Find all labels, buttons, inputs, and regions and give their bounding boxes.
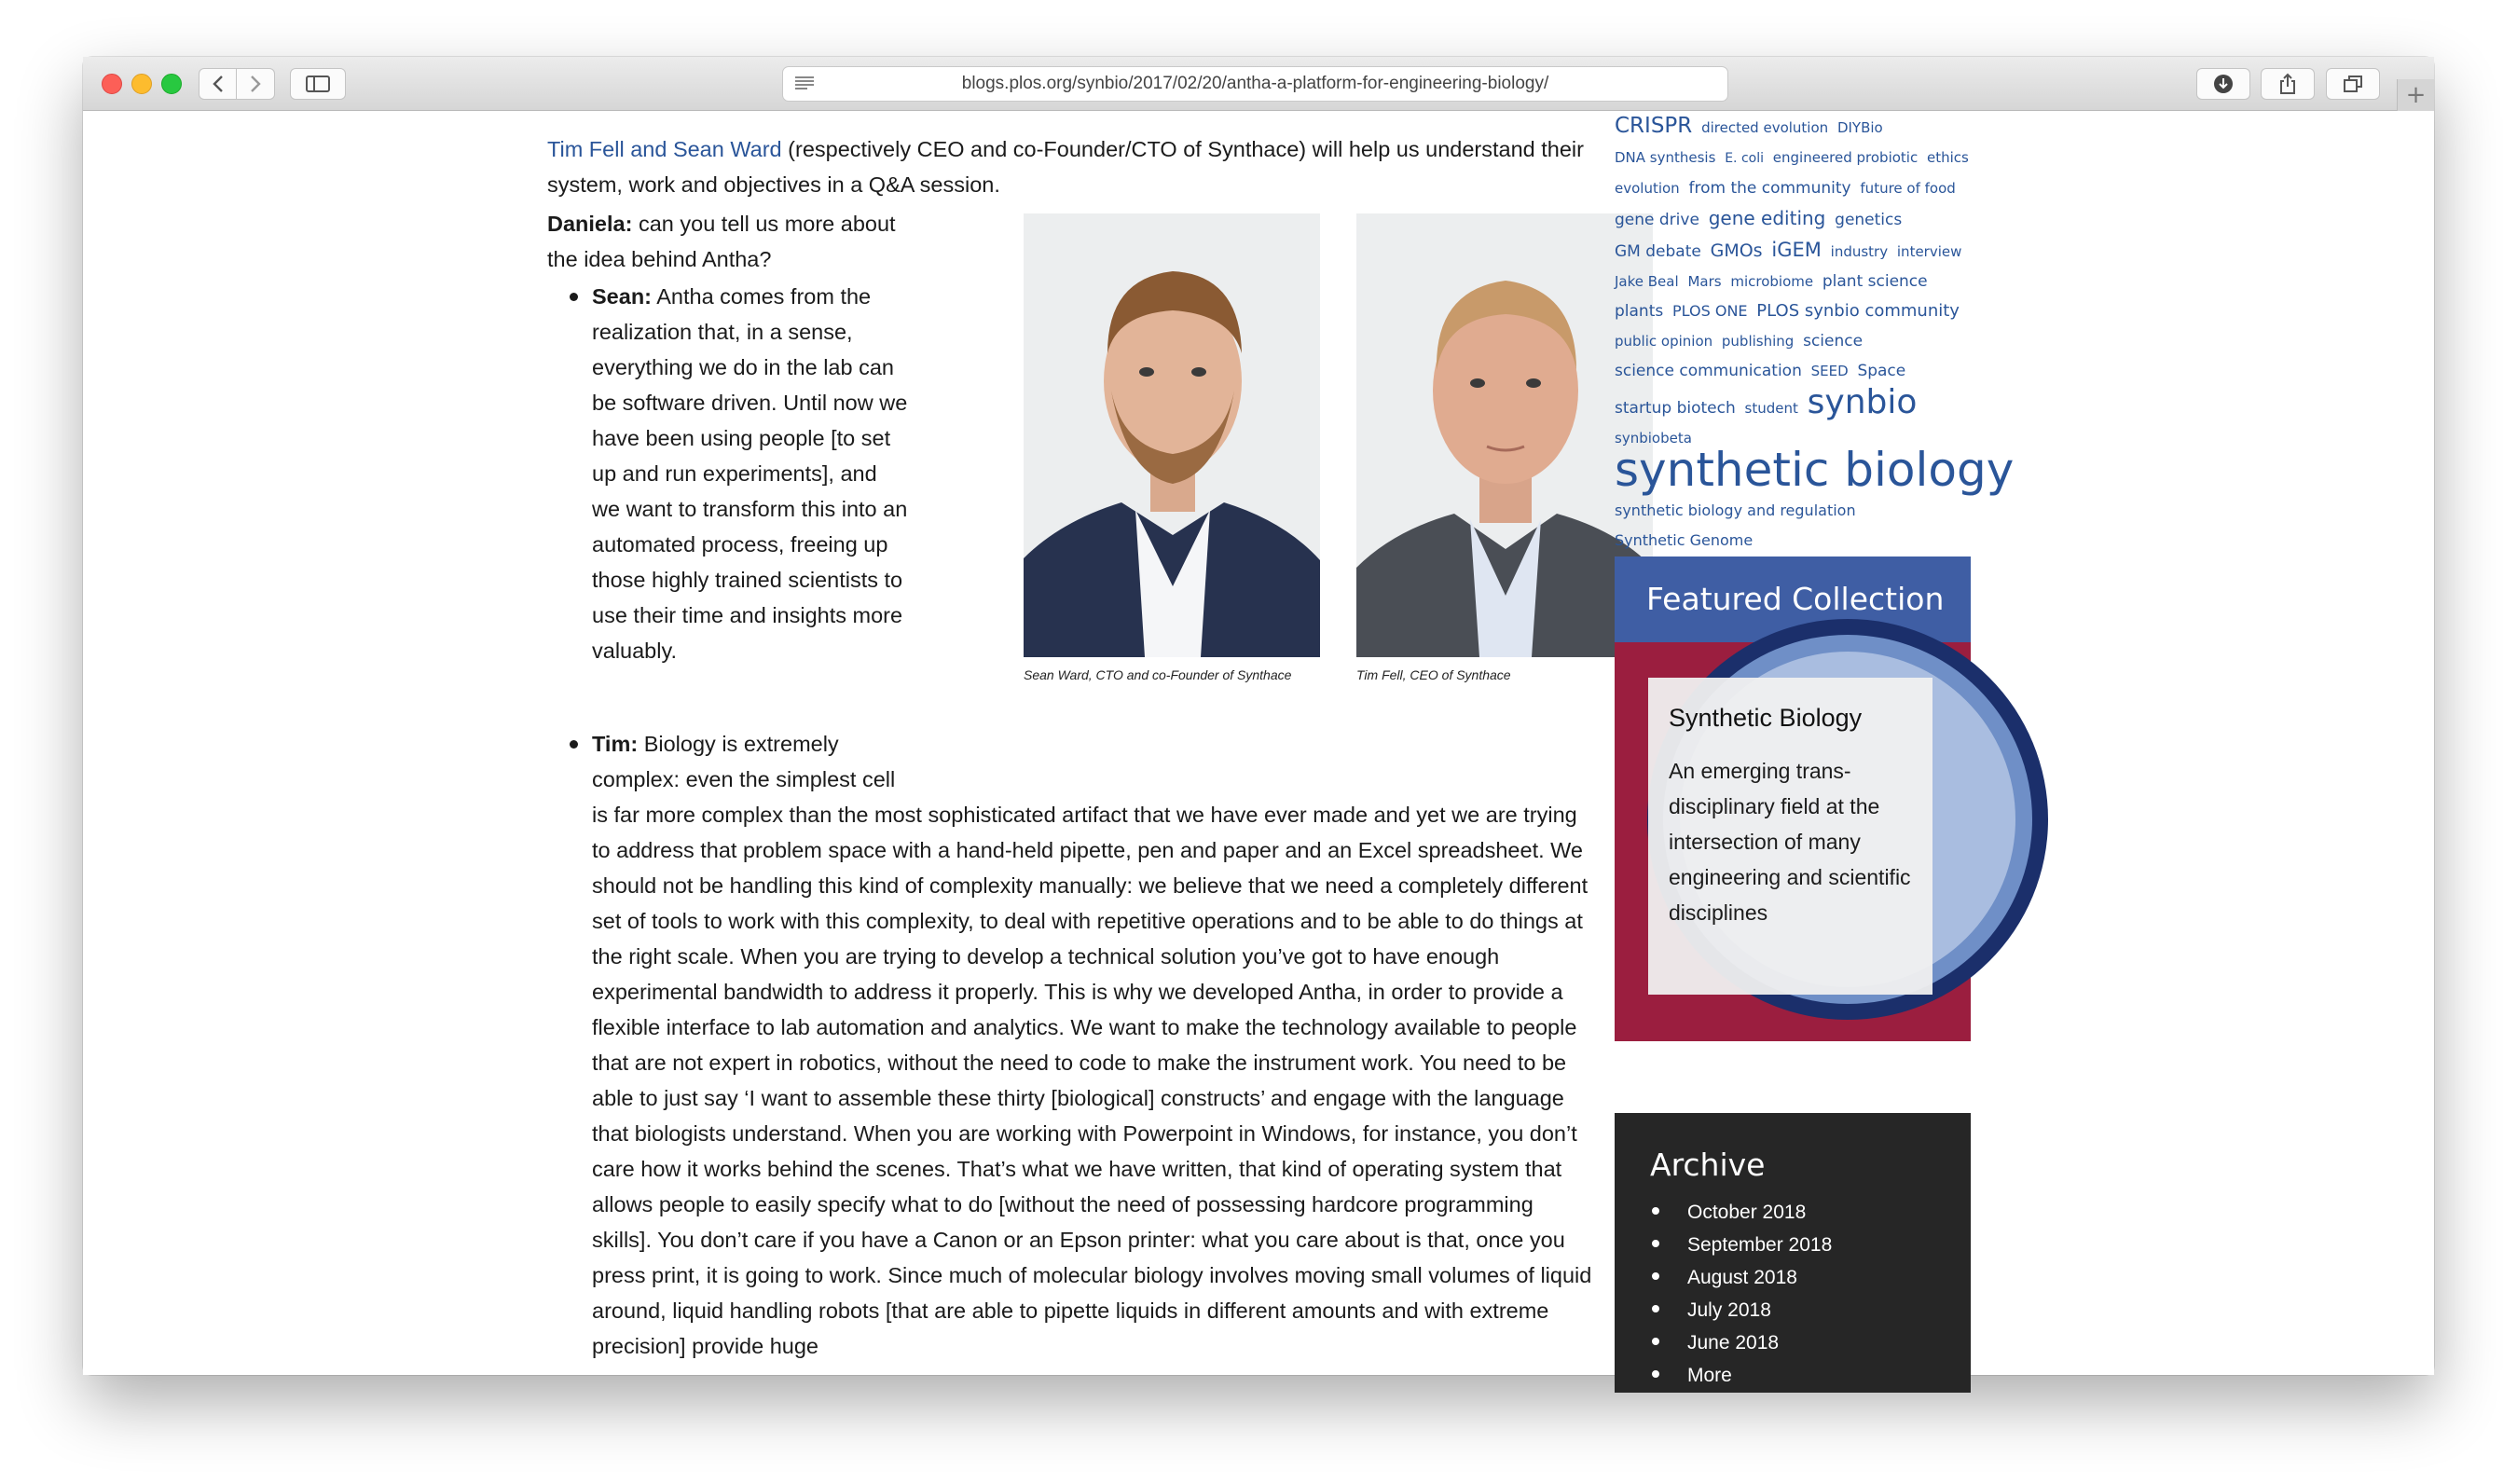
- tag-link[interactable]: from the community: [1688, 179, 1851, 198]
- tag-link[interactable]: science: [1803, 332, 1864, 350]
- tag-link[interactable]: microbiome: [1730, 273, 1814, 290]
- archive-item-more[interactable]: More: [1650, 1359, 1971, 1392]
- back-button[interactable]: [199, 68, 237, 100]
- caption-tim: Tim Fell, CEO of Synthace: [1356, 667, 1511, 682]
- page-viewport[interactable]: [83, 111, 2434, 1386]
- tag-link[interactable]: plants: [1615, 302, 1664, 321]
- featured-text: An emerging trans-disciplinary field at the intersection of many engineering and scientific disciplines: [1669, 759, 1911, 925]
- back-icon: [212, 75, 225, 93]
- photo-sean-ward: [1024, 213, 1320, 657]
- forward-icon: [249, 75, 262, 93]
- tag-link[interactable]: DNA synthesis: [1615, 149, 1716, 166]
- archive-item[interactable]: June 2018: [1650, 1326, 1971, 1359]
- downloads-button[interactable]: [2196, 68, 2250, 100]
- tim-speaker: Tim:: [592, 732, 639, 756]
- tag-cloud: [1615, 111, 2015, 556]
- featured-heading: Featured Collection: [1615, 556, 1971, 642]
- tag-link[interactable]: industry: [1830, 243, 1889, 260]
- download-icon: [2213, 74, 2234, 94]
- archive-item[interactable]: September 2018: [1650, 1229, 1971, 1261]
- answer-sean: [592, 279, 909, 668]
- tag-link[interactable]: E. coli: [1725, 151, 1764, 166]
- tim-text-rest: is far more complex than the most sophisticated artifact that we have ever made and yet we are trying to address that problem space with a hand-held pipette, pen and paper and an Excel spreadsheet. We should not be handling this kind of complexity manually: we believe that we need a completely different set of tools to work with this complexity, to deal with repetitive operations and to be able to do things at the right scale. When you are trying to develop a technical solution you’ve got to have enough experimental bandwidth to address it properly. This is why we developed Antha, in order to provide a flexible interface to lab automation and analytics. We want to make the technology available to people that are not expert in robotics, without the need to code to make the instrument work. You need to be able to just say ‘I want to assemble these thirty [biological] constructs’ and engage with the language that biologists understand. When you are working with Powerpoint in Windows, for instance, you don’t care how it works behind the scenes. That’s what we have written, that kind of operating system that allows people to easily specify what to do [without the need of possessing hardcore programming skills]. You don’t care if you have a Canon or an Epson printer: what you care about is that, once you press print, it is going to work. Since much of molecular biology involves moving small volumes of liquid around, liquid handling robots [that are able to pipette liquids in different amounts and with extreme precision] provide huge: [592, 803, 1592, 1358]
- caption-sean: Sean Ward, CTO and co-Founder of Synthace: [1024, 667, 1292, 682]
- tag-link[interactable]: GM debate: [1615, 242, 1701, 261]
- url-text: blogs.plos.org/synbio/2017/02/20/antha-a-platform-for-engineering-biology/: [961, 74, 1549, 93]
- browser-window: [83, 57, 2434, 1386]
- tag-link[interactable]: Mars: [1687, 273, 1722, 290]
- tag-link[interactable]: student: [1744, 400, 1798, 417]
- tag-link[interactable]: synbiobeta: [1615, 430, 1692, 447]
- featured-title: Synthetic Biology: [1669, 704, 1863, 732]
- share-icon: [2278, 73, 2297, 95]
- tag-link[interactable]: Synthetic Genome: [1615, 531, 1754, 549]
- tag-link[interactable]: PLOS ONE: [1672, 302, 1748, 320]
- tag-link[interactable]: synthetic biology: [1615, 443, 2015, 497]
- question-speaker: Daniela:: [547, 212, 633, 236]
- tag-link[interactable]: science communication: [1615, 362, 1802, 380]
- sean-text: Antha comes from the realization that, in a sense, everything we do in the lab can be software driven. Until now we have been using people [to set up and run experiments], and we want to transform this into an automated process, freeing up those highly trained scientists to use their time and insights more valuably.: [592, 284, 908, 663]
- sidebar-icon: [306, 76, 330, 92]
- tag-link[interactable]: PLOS synbio community: [1756, 301, 1960, 321]
- browser-titlebar: [83, 57, 2434, 111]
- tag-link[interactable]: Space: [1857, 362, 1906, 380]
- authors-link[interactable]: Tim Fell and Sean Ward: [547, 137, 782, 161]
- photo-tim-fell: [1356, 213, 1653, 657]
- tag-link[interactable]: interview: [1896, 243, 1962, 260]
- tag-link[interactable]: evolution: [1615, 180, 1680, 197]
- tag-link[interactable]: directed evolution: [1701, 119, 1829, 136]
- sean-speaker: Sean:: [592, 284, 652, 309]
- featured-card[interactable]: [1648, 678, 1932, 995]
- tag-link[interactable]: DIYBio: [1836, 119, 1883, 136]
- archive-item[interactable]: October 2018: [1650, 1196, 1971, 1229]
- tabs-icon: [2343, 75, 2363, 93]
- tag-link[interactable]: future of food: [1860, 180, 1956, 197]
- share-button[interactable]: [2261, 68, 2315, 100]
- tag-link[interactable]: gene drive: [1615, 211, 1699, 229]
- featured-collection[interactable]: [1615, 556, 1971, 1041]
- minimize-window-button[interactable]: [131, 74, 152, 94]
- new-tab-button[interactable]: [2397, 79, 2434, 111]
- intro-paragraph: [547, 131, 1601, 202]
- tag-link[interactable]: startup biotech: [1615, 399, 1736, 418]
- tag-link[interactable]: genetics: [1835, 211, 1903, 229]
- archive-list: [1650, 1196, 1971, 1392]
- tim-text-start: Biology is extremely complex: even the simplest cell: [592, 732, 896, 791]
- reader-icon[interactable]: [794, 75, 815, 96]
- forward-button[interactable]: [237, 68, 275, 100]
- plus-icon: +: [2405, 81, 2427, 109]
- close-window-button[interactable]: [102, 74, 122, 94]
- zoom-window-button[interactable]: [161, 74, 182, 94]
- tab-overview-button[interactable]: [2326, 68, 2380, 100]
- sidebar-toggle-button[interactable]: [290, 68, 346, 100]
- tag-link[interactable]: public opinion: [1615, 333, 1713, 350]
- archive-widget: [1615, 1113, 1971, 1393]
- tag-link[interactable]: GMOs: [1710, 240, 1763, 261]
- history-nav: [199, 68, 275, 100]
- tag-link[interactable]: CRISPR: [1615, 114, 1693, 138]
- tag-link[interactable]: SEED: [1810, 363, 1849, 379]
- tag-link[interactable]: engineered probiotic: [1772, 149, 1919, 166]
- archive-item[interactable]: August 2018: [1650, 1261, 1971, 1294]
- tag-link[interactable]: plant science: [1822, 272, 1928, 291]
- address-bar[interactable]: [782, 66, 1728, 102]
- intro-text: (respectively CEO and co-Founder/CTO of Synthace) will help us understand their system, work and objectives in a Q&A session.: [547, 137, 1584, 197]
- tag-link[interactable]: publishing: [1721, 333, 1795, 350]
- tag-link[interactable]: ethics: [1927, 149, 1969, 166]
- answer-tim: [592, 726, 1599, 1364]
- tag-link[interactable]: Jake Beal: [1615, 273, 1679, 290]
- tag-link[interactable]: synthetic biology and regulation: [1615, 502, 1856, 519]
- archive-item[interactable]: July 2018: [1650, 1294, 1971, 1326]
- archive-heading: Archive: [1650, 1147, 1766, 1183]
- tag-link[interactable]: iGEM: [1771, 239, 1822, 261]
- question-text: can you tell us more about the idea behind Antha?: [547, 212, 896, 271]
- question-paragraph: [547, 206, 920, 277]
- tag-link[interactable]: gene editing: [1708, 207, 1826, 229]
- tag-link[interactable]: synbio: [1807, 383, 1918, 421]
